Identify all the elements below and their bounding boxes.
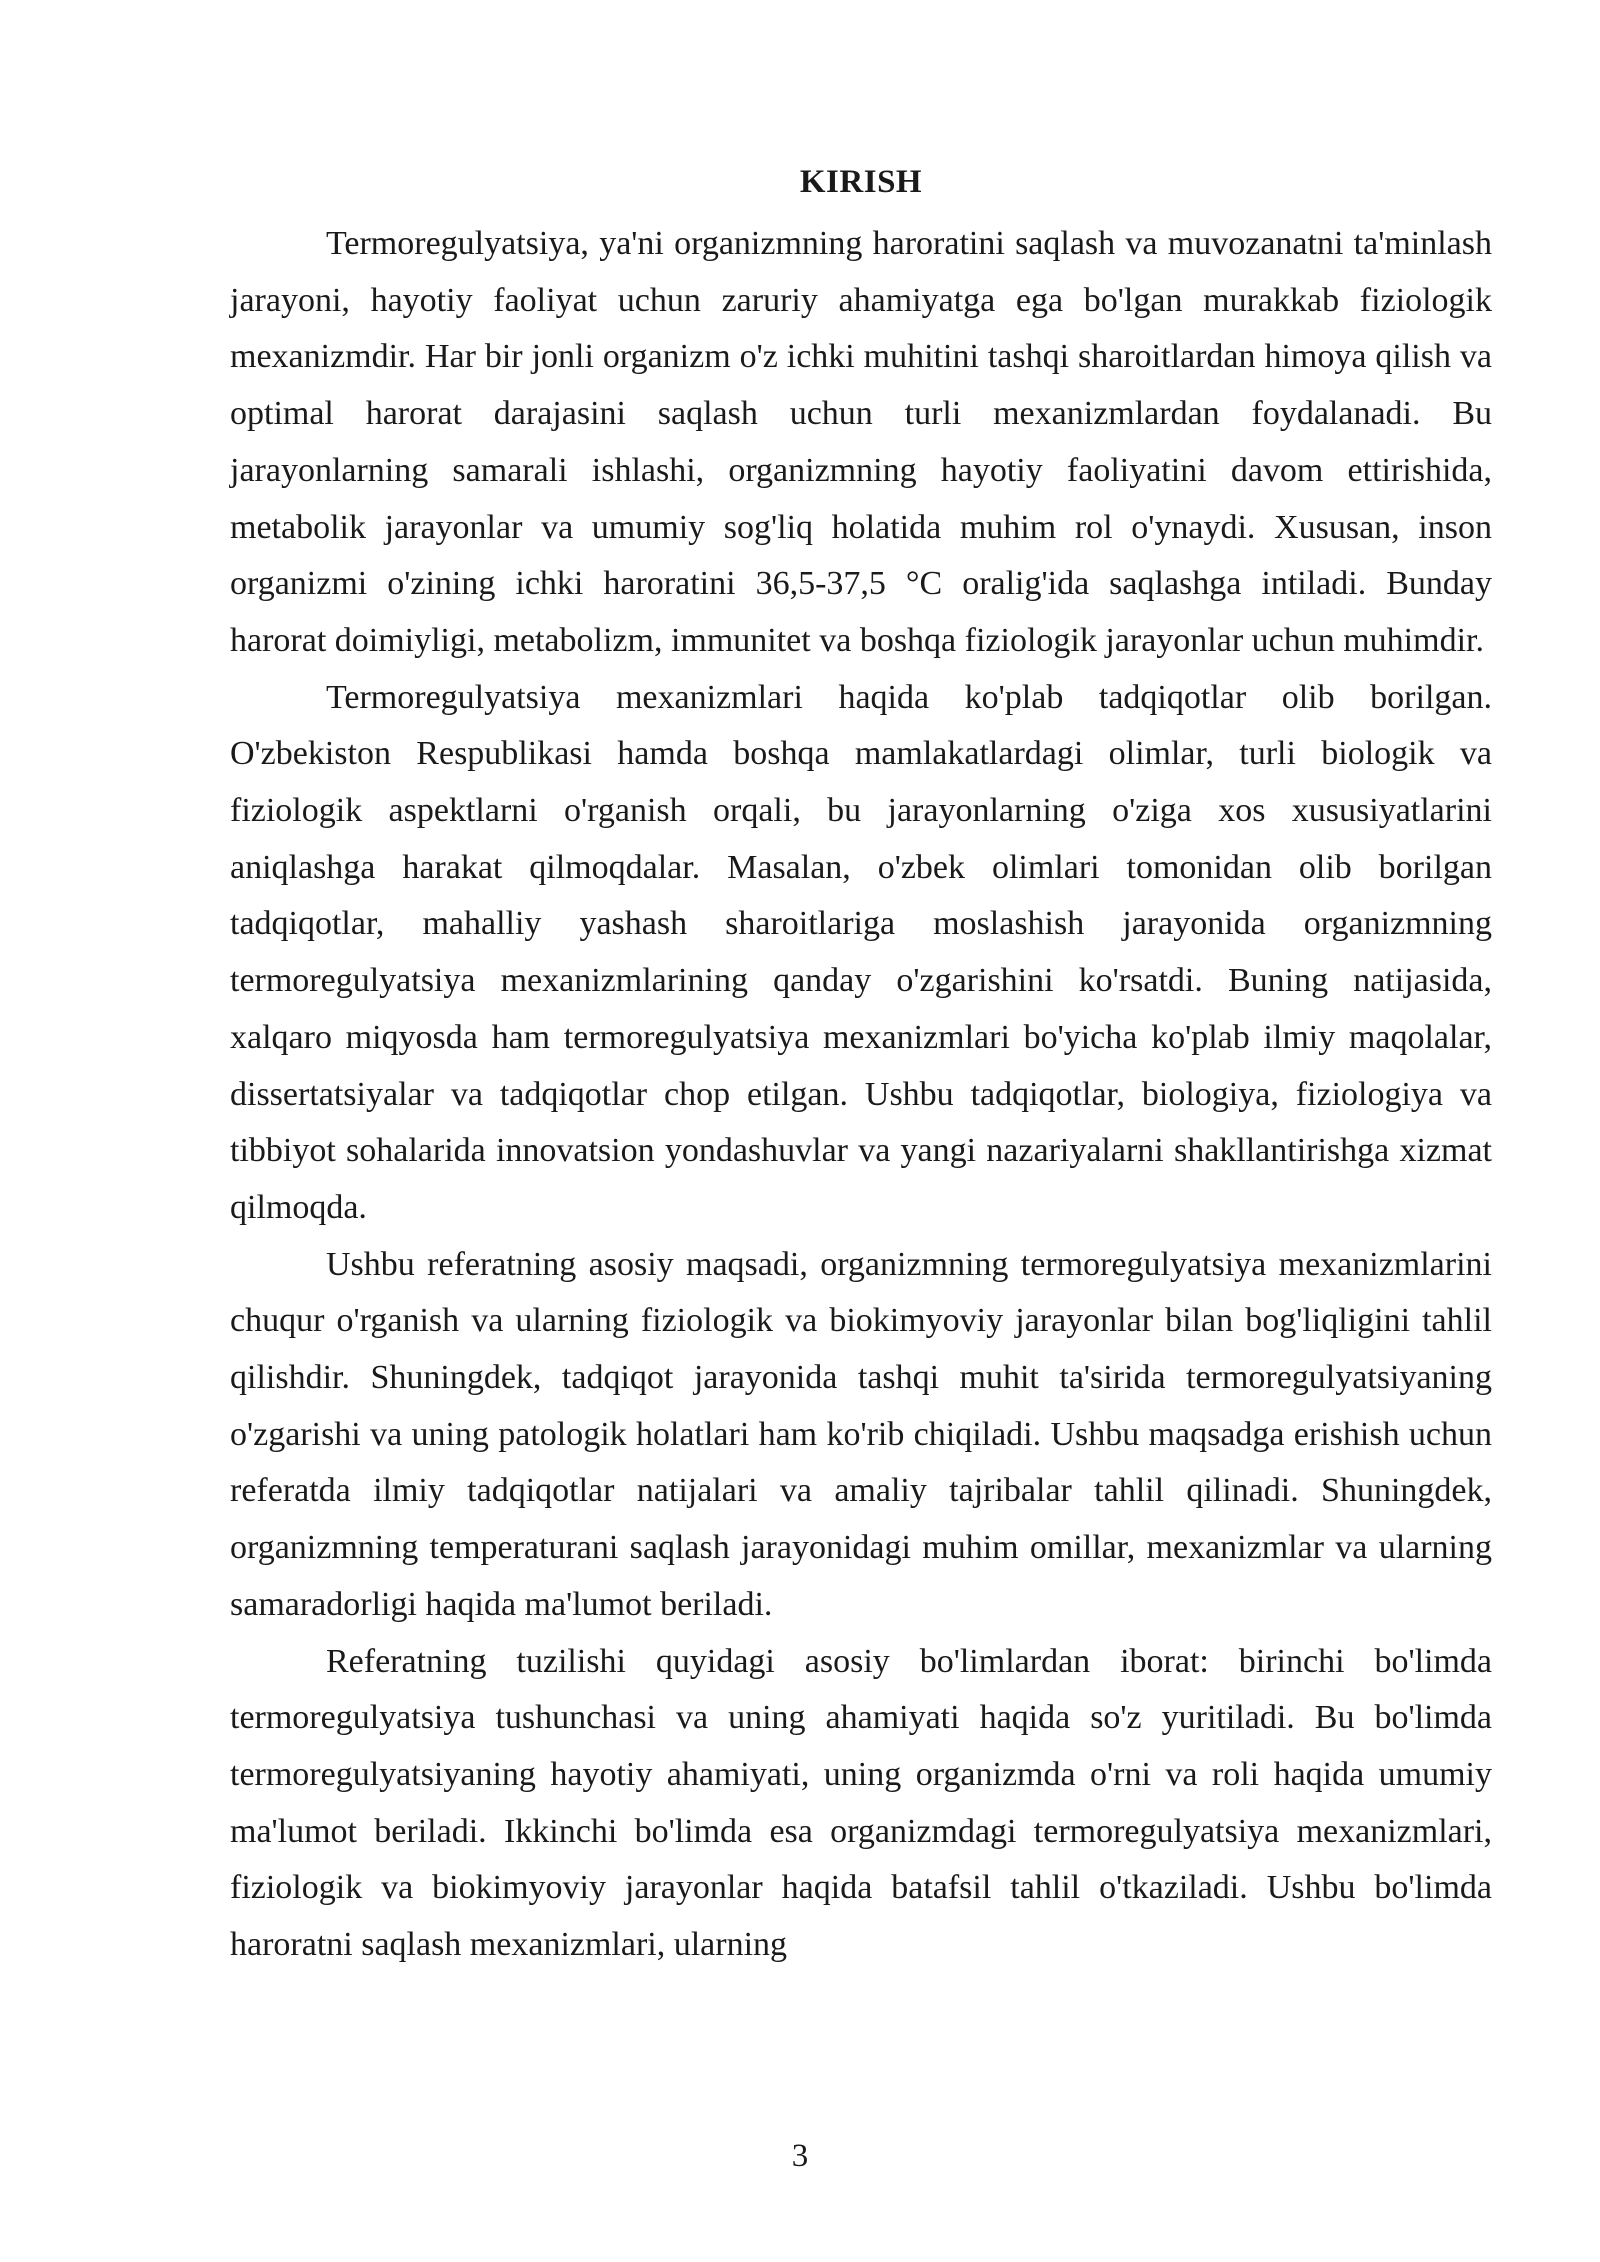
paragraph-3: Ushbu referatning asosiy maqsadi, organizmning termoregulyatsiya mexanizmlarini chuqur o'rganish va ularning fiziologik va biokimyoviy jarayonlar bilan bog'liqligini tahlil qilishdir. Shuningdek, tadqiqot jarayonida tashqi muhit ta'sirida termoregulyatsiyaning o'zgarishi va uning patologik holatlari ham ko'rib chiqiladi. Ushbu maqsadga erishish uchun referatda ilmiy tadqiqotlar natijalari va amaliy tajribalar tahlil qilinadi. Shuningdek, organizmning temperaturani saqlash jarayonidagi muhim omillar, mexanizmlar va ularning samaradorligi haqida ma'lumot beriladi. [230, 1245, 1492, 1623]
paragraph-4: Referatning tuzilishi quyidagi asosiy bo'limlardan iborat: birinchi bo'limda termoregulyatsiya tushunchasi va uning ahamiyati haqida so'z yuritiladi. Bu bo'limda termoregulyatsiyaning hayotiy ahamiyati, uning organizmda o'rni va roli haqida umumiy ma'lumot beriladi. Ikkinchi bo'limda esa organizmdagi termoregulyatsiya mexanizmlari, fiziologik va biokimyoviy jarayonlar haqida batafsil tahlil o'tkaziladi. Ushbu bo'limda haroratni saqlash mexanizmlari, ularning [230, 1642, 1492, 1964]
page-number: 3 [791, 2138, 809, 2174]
paragraph-1: Termoregulyatsiya, ya'ni organizmning haroratini saqlash va muvozanatni ta'minlash jarayoni, hayotiy faoliyat uchun zaruriy ahamiyatga ega bo'lgan murakkab fiziologik mexanizmdir. Har bir jonli organizm o'z ichki muhitini tashqi sharoitlardan himoya qilish va optimal harorat darajasini saqlash uchun turli mexanizmlardan foydalanadi. Bu jarayonlarning samarali ishlashi, organizmning hayotiy faoliyatini davom ettirishida, metabolik jarayonlar va umumiy sog'liq holatida muhim rol o'ynaydi. Xususan, inson organizmi o'zining ichki haroratini 36,5-37,5 °C oralig'ida saqlashga intiladi. Bunday harorat doimiyligi, metabolizm, immunitet va boshqa fiziologik jarayonlar uchun muhimdir. [230, 225, 1492, 659]
document-page [230, 162, 1492, 1974]
section-heading: KIRISH [799, 164, 923, 200]
paragraph-2: Termoregulyatsiya mexanizmlari haqida ko'plab tadqiqotlar olib borilgan. O'zbekiston Respublikasi hamda boshqa mamlakatlardagi olimlar, turli biologik va fiziologik aspektlarni o'rganish orqali, bu jarayonlarning o'ziga xos xususiyatlarini aniqlashga harakat qilmoqdalar. Masalan, o'zbek olimlari tomonidan olib borilgan tadqiqotlar, mahalliy yashash sharoitlariga moslashish jarayonida organizmning termoregulyatsiya mexanizmlarining qanday o'zgarishini ko'rsatdi. Buning natijasida, xalqaro miqyosda ham termoregulyatsiya mexanizmlari bo'yicha ko'plab ilmiy maqolalar, dissertatsiyalar va tadqiqotlar chop etilgan. Ushbu tadqiqotlar, biologiya, fiziologiya va tibbiyot sohalarida innovatsion yondashuvlar va yangi nazariyalarni shakllantirishga xizmat qilmoqda. [230, 678, 1492, 1226]
